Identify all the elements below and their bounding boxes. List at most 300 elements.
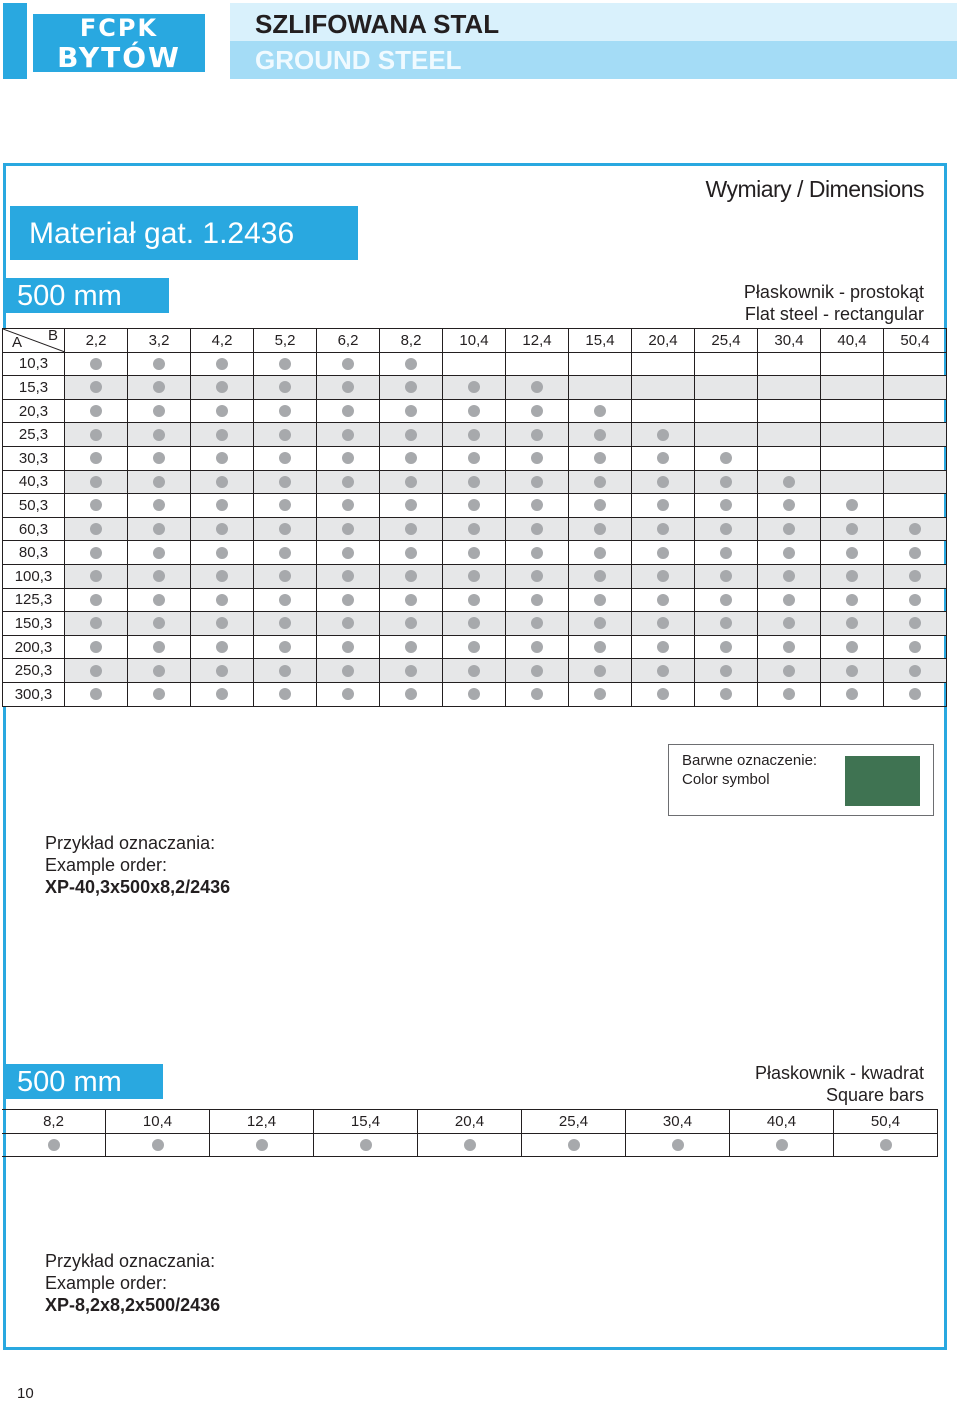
table-cell	[254, 447, 317, 471]
availability-dot	[342, 547, 354, 559]
table-cell	[884, 565, 947, 589]
table-cell	[317, 400, 380, 424]
availability-dot	[90, 429, 102, 441]
column-header: 40,4	[821, 329, 884, 353]
table-cell	[65, 683, 128, 707]
table-cell	[884, 636, 947, 660]
availability-dot	[256, 1139, 268, 1151]
availability-dot	[880, 1139, 892, 1151]
table-cell	[191, 423, 254, 447]
column-header: 30,4	[626, 1110, 730, 1134]
table-cell	[443, 518, 506, 542]
row-label: 15,3	[3, 376, 65, 400]
availability-dot	[468, 594, 480, 606]
availability-dot	[216, 594, 228, 606]
table-cell	[821, 400, 884, 424]
availability-dot	[783, 499, 795, 511]
table-cell	[695, 400, 758, 424]
table-cell	[758, 683, 821, 707]
table-cell	[758, 400, 821, 424]
table-cell	[380, 659, 443, 683]
square-dimension-table	[2, 1109, 938, 1157]
availability-dot	[153, 641, 165, 653]
table-cell	[191, 612, 254, 636]
availability-dot	[216, 405, 228, 417]
availability-dot	[594, 499, 606, 511]
table-cell	[695, 589, 758, 613]
column-header: 25,4	[522, 1110, 626, 1134]
table-cell	[128, 376, 191, 400]
flat-header-row	[3, 329, 947, 353]
row-label: 50,3	[3, 494, 65, 518]
table-cell	[254, 683, 317, 707]
table-cell	[758, 471, 821, 495]
table-cell	[884, 541, 947, 565]
availability-dot	[90, 452, 102, 464]
table-cell	[506, 423, 569, 447]
availability-dot	[279, 594, 291, 606]
table-cell	[317, 376, 380, 400]
table-cell	[191, 376, 254, 400]
availability-dot	[594, 523, 606, 535]
table-row	[3, 589, 947, 613]
availability-dot	[720, 523, 732, 535]
table-cell	[191, 589, 254, 613]
table-cell	[632, 683, 695, 707]
row-label: 125,3	[3, 589, 65, 613]
column-header: 40,4	[730, 1110, 834, 1134]
table-cell	[65, 659, 128, 683]
availability-dot	[153, 429, 165, 441]
row-label: 80,3	[3, 541, 65, 565]
table-cell	[380, 400, 443, 424]
table-row	[3, 659, 947, 683]
logo-line-1: FCPK	[79, 14, 159, 42]
color-symbol-box	[668, 744, 934, 816]
flat-label-polish: Płaskownik - prostokąt	[743, 282, 924, 302]
square-header-row	[2, 1110, 938, 1134]
availability-dot	[405, 476, 417, 488]
table-cell	[380, 518, 443, 542]
table-cell	[884, 376, 947, 400]
table-cell	[191, 683, 254, 707]
availability-dot	[216, 617, 228, 629]
table-cell	[191, 541, 254, 565]
column-header: 25,4	[695, 329, 758, 353]
table-cell	[884, 494, 947, 518]
table-cell	[695, 636, 758, 660]
table-cell	[821, 447, 884, 471]
availability-dot	[405, 641, 417, 653]
table-cell	[317, 494, 380, 518]
table-cell	[632, 589, 695, 613]
column-header: 4,2	[191, 329, 254, 353]
table-cell	[695, 659, 758, 683]
table-cell	[506, 636, 569, 660]
table-cell	[758, 541, 821, 565]
availability-dot	[531, 499, 543, 511]
table-cell	[758, 423, 821, 447]
table-cell	[317, 612, 380, 636]
table-cell	[443, 565, 506, 589]
availability-dot	[405, 499, 417, 511]
table-cell	[317, 447, 380, 471]
availability-dot	[720, 641, 732, 653]
table-cell	[569, 636, 632, 660]
availability-dot	[342, 665, 354, 677]
availability-dot	[153, 665, 165, 677]
flat-label-english: Flat steel - rectangular	[744, 304, 924, 324]
availability-dot	[90, 641, 102, 653]
table-cell	[317, 659, 380, 683]
table-cell	[65, 636, 128, 660]
availability-dot	[657, 429, 669, 441]
table-cell	[632, 565, 695, 589]
table-cell	[632, 494, 695, 518]
example-label-polish: Przykład oznaczania:	[45, 833, 216, 853]
table-cell	[191, 471, 254, 495]
table-cell	[695, 471, 758, 495]
table-cell	[758, 376, 821, 400]
table-cell	[695, 683, 758, 707]
availability-dot	[531, 381, 543, 393]
availability-dot	[468, 405, 480, 417]
example-code: XP-8,2x8,2x500/2436	[45, 1295, 221, 1315]
table-cell	[380, 471, 443, 495]
availability-dot	[279, 665, 291, 677]
table-cell	[884, 518, 947, 542]
table-cell	[443, 494, 506, 518]
availability-dot	[342, 594, 354, 606]
table-cell	[191, 400, 254, 424]
availability-dot	[279, 641, 291, 653]
table-cell	[128, 565, 191, 589]
table-cell	[569, 589, 632, 613]
availability-dot	[783, 688, 795, 700]
table-cell	[506, 400, 569, 424]
availability-dot	[216, 641, 228, 653]
availability-dot	[279, 381, 291, 393]
availability-dot	[153, 358, 165, 370]
availability-dot	[531, 688, 543, 700]
table-cell	[317, 636, 380, 660]
availability-dot	[657, 641, 669, 653]
availability-dot	[153, 523, 165, 535]
table-row	[3, 447, 947, 471]
table-cell	[569, 447, 632, 471]
availability-dot	[405, 358, 417, 370]
header-accent-bar	[3, 3, 27, 79]
availability-dot	[90, 570, 102, 582]
column-header: 10,4	[443, 329, 506, 353]
company-logo	[33, 14, 205, 72]
availability-dot	[846, 570, 858, 582]
square-label-polish: Płaskownik - kwadrat	[754, 1063, 924, 1083]
availability-dot	[464, 1139, 476, 1151]
row-label: 40,3	[3, 471, 65, 495]
example-label-english: Example order:	[45, 1273, 168, 1293]
table-cell	[380, 565, 443, 589]
table-cell	[569, 565, 632, 589]
availability-dot	[909, 617, 921, 629]
table-cell	[380, 589, 443, 613]
table-row	[3, 353, 947, 377]
table-cell	[758, 612, 821, 636]
availability-dot	[342, 429, 354, 441]
table-cell	[821, 636, 884, 660]
table-cell	[695, 353, 758, 377]
availability-dot	[90, 381, 102, 393]
availability-dot	[846, 547, 858, 559]
availability-dot	[909, 665, 921, 677]
table-row	[3, 565, 947, 589]
table-row	[3, 423, 947, 447]
color-label-polish: Barwne oznaczenie:	[682, 752, 818, 769]
availability-dot	[216, 381, 228, 393]
table-cell	[758, 565, 821, 589]
table-cell	[632, 541, 695, 565]
table-row	[3, 376, 947, 400]
availability-dot	[657, 499, 669, 511]
flat-section-label	[744, 281, 924, 325]
table-cell	[254, 471, 317, 495]
availability-dot	[279, 452, 291, 464]
availability-dot	[153, 547, 165, 559]
availability-dot	[531, 665, 543, 677]
availability-dot	[342, 688, 354, 700]
table-cell	[884, 683, 947, 707]
dimensions-title: Wymiary / Dimensions	[705, 176, 924, 202]
column-header: 15,4	[314, 1110, 418, 1134]
table-cell	[758, 494, 821, 518]
table-cell	[128, 471, 191, 495]
column-header: 6,2	[317, 329, 380, 353]
table-cell	[443, 636, 506, 660]
table-cell	[506, 447, 569, 471]
table-cell	[317, 683, 380, 707]
table-cell	[380, 423, 443, 447]
table-cell	[443, 659, 506, 683]
availability-dot	[90, 523, 102, 535]
availability-dot	[153, 381, 165, 393]
table-cell	[506, 518, 569, 542]
availability-dot	[342, 617, 354, 629]
availability-dot	[405, 523, 417, 535]
table-cell	[884, 353, 947, 377]
table-cell	[418, 1134, 522, 1158]
availability-dot	[594, 429, 606, 441]
availability-dot	[909, 594, 921, 606]
table-cell	[758, 636, 821, 660]
table-cell	[254, 376, 317, 400]
availability-dot	[153, 594, 165, 606]
availability-dot	[342, 452, 354, 464]
row-label: 25,3	[3, 423, 65, 447]
table-cell	[65, 518, 128, 542]
availability-dot	[216, 523, 228, 535]
availability-dot	[846, 523, 858, 535]
table-cell	[884, 423, 947, 447]
table-cell	[695, 376, 758, 400]
table-cell	[821, 565, 884, 589]
availability-dot	[657, 452, 669, 464]
column-header: 20,4	[418, 1110, 522, 1134]
availability-dot	[468, 547, 480, 559]
availability-dot	[846, 665, 858, 677]
table-cell	[506, 494, 569, 518]
table-cell	[695, 494, 758, 518]
table-cell	[380, 353, 443, 377]
table-cell	[317, 423, 380, 447]
table-cell	[128, 541, 191, 565]
availability-dot	[90, 547, 102, 559]
table-cell	[443, 400, 506, 424]
table-cell	[821, 541, 884, 565]
availability-dot	[279, 547, 291, 559]
availability-dot	[342, 381, 354, 393]
table-cell	[443, 423, 506, 447]
availability-dot	[468, 617, 480, 629]
availability-dot	[153, 688, 165, 700]
table-cell	[317, 353, 380, 377]
availability-dot	[468, 665, 480, 677]
table-cell	[821, 518, 884, 542]
availability-dot	[594, 570, 606, 582]
availability-dot	[152, 1139, 164, 1151]
availability-dot	[48, 1139, 60, 1151]
availability-dot	[405, 547, 417, 559]
axis-corner	[3, 329, 65, 353]
square-length-label: 500 mm	[17, 1066, 122, 1098]
availability-dot	[279, 499, 291, 511]
availability-dot	[279, 523, 291, 535]
table-cell	[443, 447, 506, 471]
availability-dot	[90, 665, 102, 677]
table-cell	[191, 353, 254, 377]
availability-dot	[720, 547, 732, 559]
table-cell	[632, 636, 695, 660]
availability-dot	[531, 405, 543, 417]
availability-dot	[783, 665, 795, 677]
table-cell	[569, 541, 632, 565]
availability-dot	[657, 688, 669, 700]
availability-dot	[531, 641, 543, 653]
column-header: 50,4	[884, 329, 947, 353]
table-cell	[632, 518, 695, 542]
table-cell	[821, 423, 884, 447]
table-cell	[254, 636, 317, 660]
availability-dot	[342, 523, 354, 535]
flat-length-banner	[3, 278, 169, 313]
availability-dot	[720, 688, 732, 700]
table-cell	[884, 447, 947, 471]
table-cell	[569, 518, 632, 542]
availability-dot	[216, 688, 228, 700]
table-cell	[569, 471, 632, 495]
table-cell	[317, 471, 380, 495]
table-cell	[506, 612, 569, 636]
column-header: 50,4	[834, 1110, 938, 1134]
column-header: 12,4	[210, 1110, 314, 1134]
availability-dot	[279, 405, 291, 417]
table-cell	[758, 659, 821, 683]
availability-dot	[594, 452, 606, 464]
table-cell	[128, 494, 191, 518]
availability-dot	[90, 476, 102, 488]
row-label: 60,3	[3, 518, 65, 542]
table-cell	[443, 683, 506, 707]
table-cell	[506, 376, 569, 400]
table-cell	[65, 471, 128, 495]
availability-dot	[279, 570, 291, 582]
availability-dot	[672, 1139, 684, 1151]
availability-dot	[342, 405, 354, 417]
availability-dot	[594, 594, 606, 606]
availability-dot	[468, 452, 480, 464]
availability-dot	[405, 688, 417, 700]
availability-dot	[216, 499, 228, 511]
availability-dot	[342, 358, 354, 370]
availability-dot	[531, 476, 543, 488]
square-label-english: Square bars	[825, 1085, 924, 1105]
table-cell	[128, 683, 191, 707]
table-cell	[191, 636, 254, 660]
flat-length-label: 500 mm	[17, 280, 122, 312]
availability-dot	[216, 358, 228, 370]
table-cell	[65, 565, 128, 589]
table-row	[3, 636, 947, 660]
table-cell	[254, 659, 317, 683]
availability-dot	[153, 570, 165, 582]
availability-dot	[468, 499, 480, 511]
column-header: 3,2	[128, 329, 191, 353]
column-header: 20,4	[632, 329, 695, 353]
availability-dot	[909, 641, 921, 653]
availability-dot	[468, 523, 480, 535]
table-cell	[632, 353, 695, 377]
availability-dot	[531, 594, 543, 606]
table-cell	[695, 518, 758, 542]
table-cell	[380, 636, 443, 660]
square-section-label	[755, 1062, 924, 1106]
availability-dot	[594, 665, 606, 677]
availability-dot	[783, 617, 795, 629]
table-cell	[695, 565, 758, 589]
availability-dot	[720, 617, 732, 629]
availability-dot	[468, 381, 480, 393]
table-cell	[569, 423, 632, 447]
table-cell	[65, 589, 128, 613]
axis-a-label: A	[12, 334, 23, 351]
table-cell	[569, 400, 632, 424]
table-cell	[884, 400, 947, 424]
table-row	[3, 400, 947, 424]
availability-dot	[405, 381, 417, 393]
availability-dot	[531, 452, 543, 464]
table-cell	[65, 400, 128, 424]
table-cell	[128, 353, 191, 377]
availability-dot	[90, 688, 102, 700]
row-label: 300,3	[3, 683, 65, 707]
availability-dot	[342, 641, 354, 653]
table-cell	[254, 353, 317, 377]
table-cell	[65, 423, 128, 447]
row-label: 200,3	[3, 636, 65, 660]
table-cell	[254, 565, 317, 589]
availability-dot	[531, 570, 543, 582]
availability-dot	[783, 641, 795, 653]
availability-dot	[594, 405, 606, 417]
